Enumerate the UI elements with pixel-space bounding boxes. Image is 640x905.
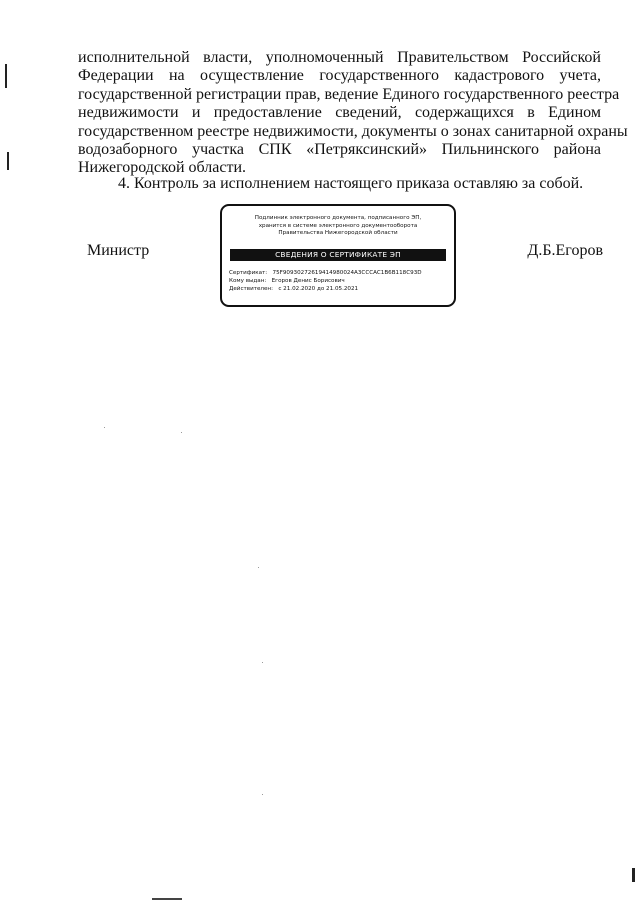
signatory-position: Министр xyxy=(87,242,150,259)
issued-to-label: Кому выдан: xyxy=(229,277,267,284)
scan-speck xyxy=(181,432,182,433)
stamp-certificate-title: СВЕДЕНИЯ О СЕРТИФИКАТЕ ЭП xyxy=(230,249,446,261)
scan-speck xyxy=(104,427,105,428)
stamp-header-line: Подлинник электронного документа, подписанного ЭП, xyxy=(254,215,422,221)
paragraph-line: государственном реестре недвижимости, документы о зонах санитарной охраны xyxy=(78,122,628,140)
certificate-row xyxy=(229,270,422,278)
stamp-header-line: Правительства Нижегородской области xyxy=(278,230,398,237)
scan-margin-mark xyxy=(5,64,7,88)
scan-margin-mark xyxy=(7,152,9,170)
scan-margin-mark xyxy=(152,898,182,900)
certificate-value: 75F90930272619414980024A3CCCAC1B6B118C93D xyxy=(272,270,422,276)
paragraph-line: Нижегородской области. xyxy=(78,159,247,177)
paragraph-line: исполнительной власти, уполномоченный Правительством Российской xyxy=(78,49,601,66)
issued-to-row xyxy=(229,278,422,286)
paragraph-line: государственной регистрации прав, ведение Единого государственного реестра xyxy=(78,85,620,103)
scan-margin-mark xyxy=(632,868,635,882)
electronic-signature-stamp xyxy=(220,204,456,307)
paragraph-line: Федерации на осуществление государственного кадастрового учета, xyxy=(78,67,601,85)
valid-row xyxy=(229,286,422,294)
valid-value: с 21.02.2020 до 21.05.2021 xyxy=(278,285,359,292)
scan-speck xyxy=(262,662,263,663)
paragraph-line: водозаборного участка СПК «Петряксинский» Пильнинского района xyxy=(78,140,601,158)
scan-speck xyxy=(262,794,263,795)
signatory-name: Д.Б.Егоров xyxy=(527,242,603,259)
stamp-header xyxy=(222,215,454,238)
valid-label: Действителен: xyxy=(229,285,273,292)
order-paragraph xyxy=(78,49,628,178)
scan-speck xyxy=(258,567,259,568)
certificate-label: Сертификат: xyxy=(229,270,268,276)
stamp-header-line: хранится в системе электронного документооборота xyxy=(258,222,418,229)
order-item-4: 4. Контроль за исполнением настоящего приказа оставляю за собой. xyxy=(118,175,584,192)
paragraph-line: недвижимости и предоставление сведений, содержащихся в Едином xyxy=(78,104,601,122)
stamp-certificate-details xyxy=(229,270,422,294)
issued-to-value: Егоров Денис Борисович xyxy=(271,277,345,284)
